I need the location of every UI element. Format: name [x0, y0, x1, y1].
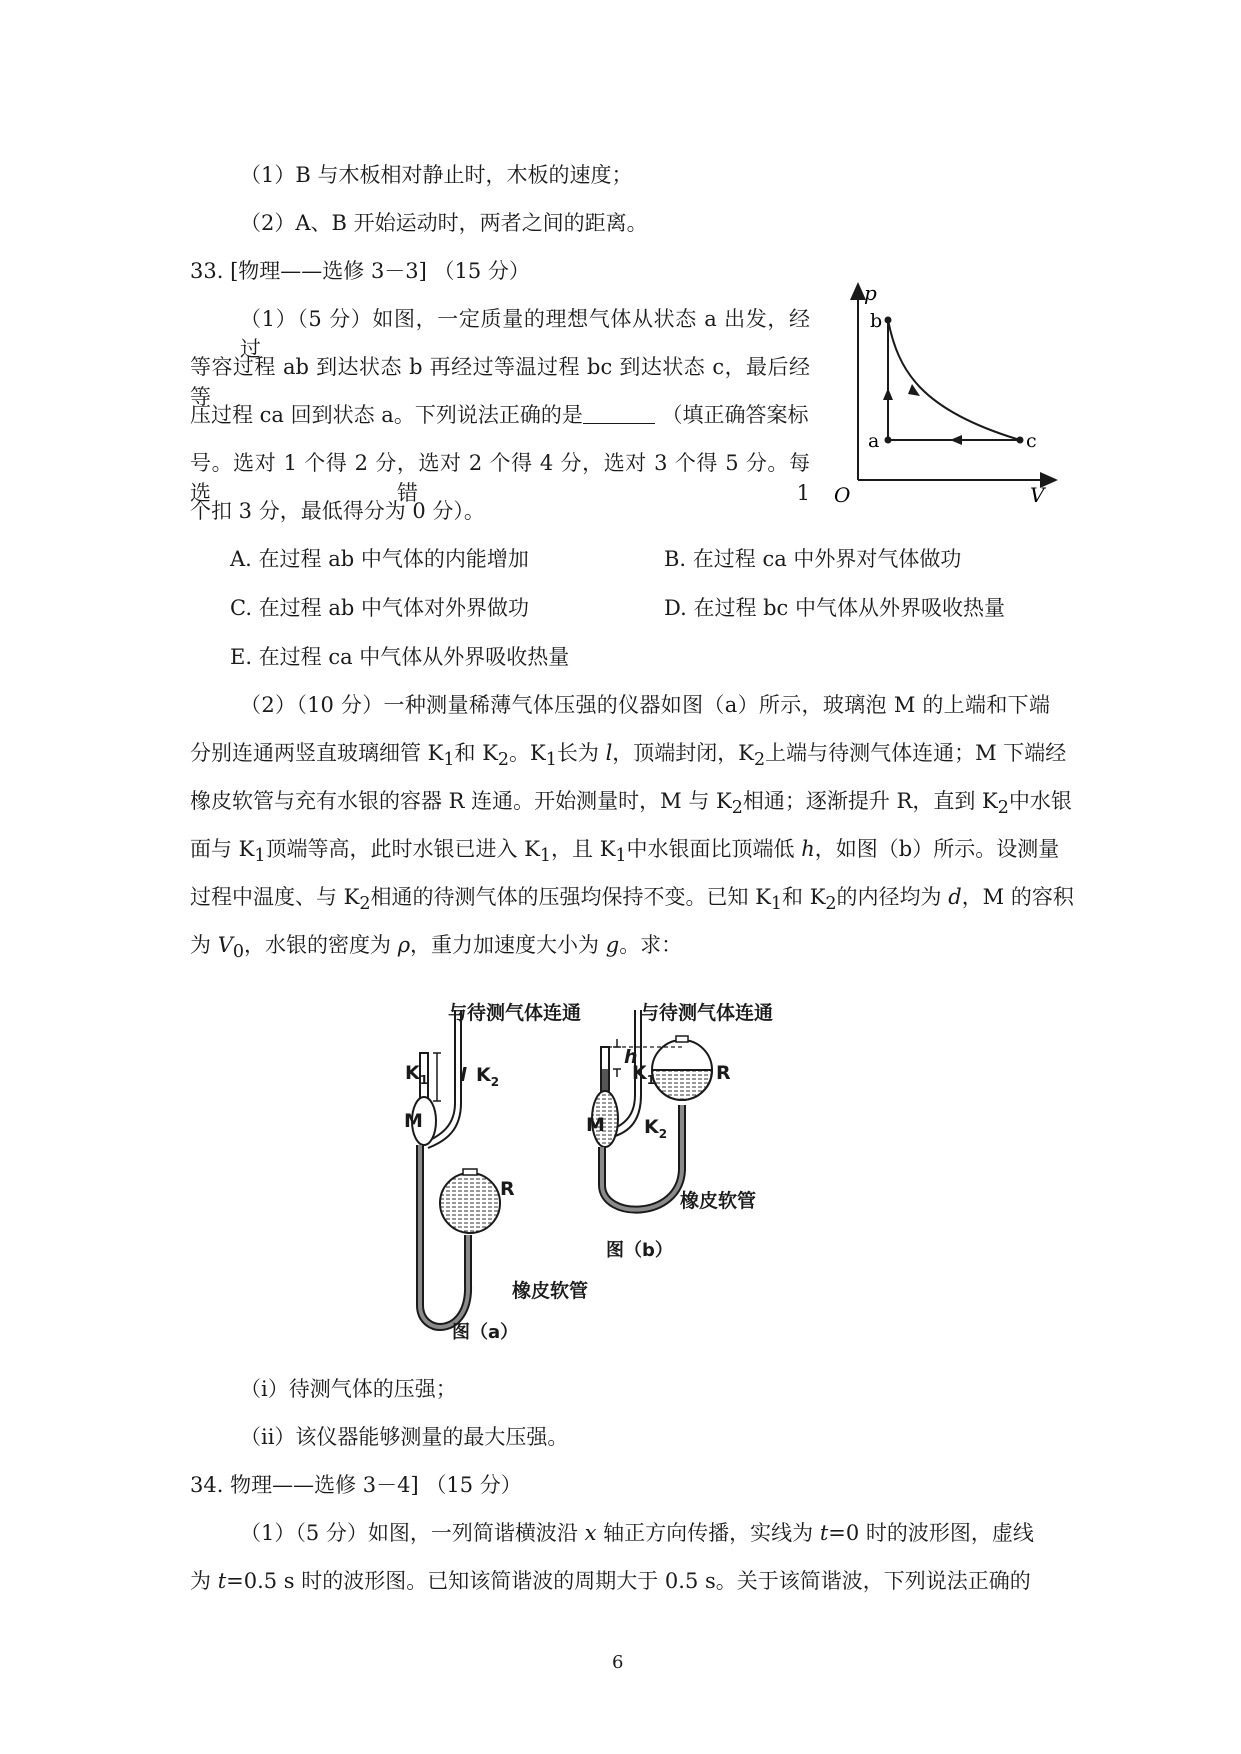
- q33-p1-line3-text: 压过程 ca 回到状态 a。下列说法正确的是: [190, 403, 583, 427]
- q33-p2-line2: 分别连通两竖直玻璃细管 $K_1$和 $K_2$。$K_1$长为 l，顶端封闭，$K_2$上端与待测气体连通；M 下端经: [190, 741, 1067, 771]
- fig-a-hose-label: 橡皮软管: [512, 1280, 589, 1302]
- apparatus-figure: [380, 985, 880, 1355]
- prev-question-1: （1）B 与木板相对静止时，木板的速度；: [240, 163, 633, 187]
- q33-p1-line3-tail: （填正确答案标: [661, 403, 809, 427]
- q33-p1-line3: [190, 400, 809, 430]
- fig-a-m-label: M: [404, 1110, 423, 1132]
- q33-p2-line1: （2）（10 分）一种测量稀薄气体压强的仪器如图（a）所示，玻璃泡 M 的上端和下端: [240, 693, 1050, 717]
- fig-b-k1-label: $K_1$: [632, 1062, 656, 1087]
- fig-a-k1-label: $K_1$: [405, 1062, 429, 1087]
- fig-b-m-label: M: [586, 1114, 605, 1136]
- option-c: C. 在过程 ab 中气体对外界做功: [230, 596, 529, 620]
- q33-sub-i: （i）待测气体的压强；: [240, 1377, 457, 1401]
- q33-p1-line2: 等容过程 ab 到达状态 b 再经过等温过程 bc 到达状态 c，最后经等: [190, 355, 810, 409]
- point-a: [885, 437, 892, 444]
- fig-b-r-label: R: [716, 1062, 731, 1084]
- q33-sub-ii: （ii）该仪器能够测量的最大压强。: [240, 1425, 569, 1449]
- fig-a-k2-label: $K_2$: [476, 1064, 500, 1089]
- fig-b-h: h: [624, 1046, 638, 1068]
- option-a: A. 在过程 ab 中气体的内能增加: [230, 547, 529, 571]
- point-c: [1017, 437, 1024, 444]
- process-ab-arrow: [883, 388, 893, 400]
- point-c-label: c: [1026, 430, 1037, 452]
- q33-p1-line1: （1）（5 分）如图，一定质量的理想气体从状态 a 出发，经过: [240, 307, 810, 361]
- fig-a-container-r: [440, 1173, 500, 1233]
- fig-b-gas-label: 与待测气体连通: [640, 1002, 774, 1024]
- option-d: D. 在过程 bc 中气体从外界吸收热量: [664, 596, 1005, 620]
- process-bc: [888, 320, 1020, 440]
- p-axis-label: p: [864, 281, 877, 305]
- fig-a-caption: 图（a）: [452, 1322, 519, 1343]
- fig-a-gas-label: 与待测气体连通: [448, 1002, 582, 1024]
- point-b: [885, 317, 892, 324]
- fig-a-r-label: R: [500, 1178, 515, 1200]
- point-a-label: a: [868, 430, 880, 452]
- q34-header: 34. 物理——选修 3－4] （15 分）: [190, 1473, 522, 1497]
- q33-p2-line3: 橡皮软管与充有水银的容器 R 连通。开始测量时，M 与 $K_2$相通；逐渐提升 R，直到 $K_2$中水银: [190, 789, 1072, 819]
- q33-header: 33. [物理——选修 3－3] （15 分）: [190, 259, 530, 283]
- fig-b-k2-label: $K_2$: [644, 1116, 668, 1141]
- fig-a-l-label: l: [460, 1064, 467, 1086]
- fig-b-hose-label: 橡皮软管: [680, 1190, 757, 1212]
- q33-p1-line5: 个扣 3 分，最低得分为 0 分）。: [190, 499, 485, 523]
- q33-p2-line6: 为 $V_0$，水银的密度为 ρ，重力加速度大小为 g。求：: [190, 933, 683, 963]
- q34-line2: 为 t=0.5 s 时的波形图。已知该简谐波的周期大于 0.5 s。关于该简谐波，下列说法正确的: [190, 1569, 1031, 1593]
- q34-line1: （1）（5 分）如图，一列简谐横波沿 x 轴正方向传播，实线为 t=0 时的波形图，虚线: [240, 1521, 1034, 1545]
- pv-diagram: [820, 280, 1060, 520]
- q33-p2-line4: 面与 $K_1$顶端等高，此时水银已进入 $K_1$，且 $K_1$中水银面比顶端低 h，如图（b）所示。设测量: [190, 837, 1060, 867]
- option-b: B. 在过程 ca 中外界对气体做功: [664, 547, 962, 571]
- answer-blank: [583, 403, 655, 424]
- option-e: E. 在过程 ca 中气体从外界吸收热量: [230, 645, 570, 669]
- origin-label: O: [834, 483, 851, 507]
- v-axis-label: V: [1030, 483, 1045, 507]
- process-ca-arrow: [950, 435, 962, 445]
- q33-p1-line4: 号。选对 1 个得 2 分，选对 2 个得 4 分，选对 3 个得 5 分。每选错 1: [190, 451, 810, 505]
- fig-b-container-r: [652, 1070, 712, 1100]
- fig-a-hose: [420, 1145, 468, 1327]
- fig-b-caption: 图（b）: [606, 1240, 673, 1261]
- prev-question-2: （2）A、B 开始运动时，两者之间的距离。: [240, 211, 648, 235]
- point-b-label: b: [870, 310, 883, 332]
- q33-p2-line5: 过程中温度、与 $K_2$相通的待测气体的压强均保持不变。已知 $K_1$和 $K_2$的内径均为 d，M 的容积: [190, 885, 1074, 915]
- page-number: 6: [612, 1652, 624, 1673]
